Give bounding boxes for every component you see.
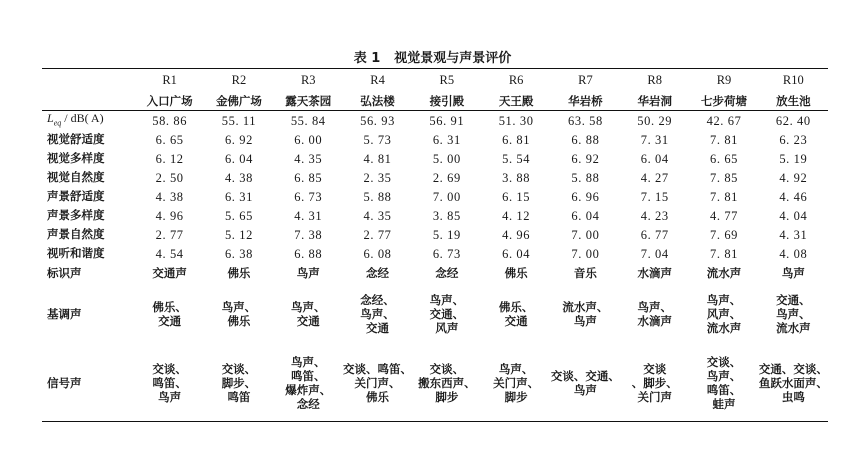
site-id: R3 [274,69,343,92]
metric-value: 6. 88 [294,246,323,261]
metric-value: 5. 73 [363,132,392,147]
signal-value: 交谈、鸣笛、 关门声、 佛乐 [343,345,412,422]
leq-value: 56. 91 [429,113,465,128]
metric-value: 6. 92 [571,151,600,166]
leq-value: 42. 67 [706,113,742,128]
metric-value: 7. 04 [640,246,669,261]
keynote-value: 佛乐、 交通 [152,300,187,329]
signal-value: 交谈、 脚步、 鸣笛 [204,345,273,422]
metric-value: 6. 04 [502,246,531,261]
keynote-value: 鸟声、 交通、 风声 [429,293,465,336]
site-id: R8 [620,69,689,92]
metric-value: 4. 31 [779,227,808,242]
metric-row [42,225,828,244]
metric-value: 7. 31 [640,132,669,147]
metric-value: 2. 77 [363,227,392,242]
metric-value: 4. 92 [779,170,808,185]
metric-value: 7. 81 [710,246,739,261]
soundmark-value: 音乐 [573,266,597,281]
metric-value: 7. 85 [710,170,739,185]
metric-value: 6. 31 [432,132,461,147]
signal-value: 交通、交谈、 鱼跃水面声、 虫鸣 [759,345,828,422]
leq-row [42,111,828,131]
metric-value: 6. 88 [571,132,600,147]
metric-value: 6. 73 [294,189,323,204]
row-label: 声景舒适度 [47,190,105,203]
keynote-value: 鸟声、 水滴声 [637,300,672,329]
metric-value: 5. 19 [779,151,808,166]
row-label: 声景自然度 [47,228,105,241]
keynote-value: 流水声、 鸟声 [562,300,609,329]
metric-value: 7. 00 [432,189,461,204]
soundmark-value: 鸟声 [296,266,320,281]
leq-value: 55. 84 [290,113,326,128]
metric-value: 5. 88 [571,170,600,185]
soundmark-row [42,263,828,283]
row-label: 信号声 [42,345,135,422]
keynote-value: 佛乐、 交通 [498,300,534,329]
metric-value: 6. 96 [571,189,600,204]
site-name: 放生池 [759,91,828,111]
site-name: 七步荷塘 [689,91,758,111]
keynote-value: 鸟声、 交通 [290,300,326,329]
corner-cell [42,69,135,92]
metric-value: 6. 04 [571,208,600,223]
table-caption [0,47,865,66]
row-label: 视觉舒适度 [47,133,105,146]
metric-value: 6. 92 [224,132,253,147]
metric-value: 4. 35 [294,151,323,166]
signal-value: 交谈、 鸣笛、 鸟声 [135,345,204,422]
metric-value: 5. 65 [224,208,253,223]
row-label: 标识声 [47,266,82,281]
site-id-row [42,69,828,92]
metric-value: 4. 23 [640,208,669,223]
metric-value: 4. 12 [502,208,531,223]
row-label: 视听和谐度 [47,247,105,260]
keynote-row [42,283,828,345]
leq-value: 55. 11 [221,113,257,128]
site-id: R4 [343,69,412,92]
metric-value: 4. 81 [363,151,392,166]
metric-value: 6. 08 [363,246,392,261]
metric-value: 6. 31 [224,189,253,204]
metric-value: 7. 00 [571,227,600,242]
metric-value: 4. 04 [779,208,808,223]
metric-value: 6. 04 [224,151,253,166]
soundmark-value: 水滴声 [637,266,672,281]
soundmark-value: 念经 [366,266,390,281]
metric-value: 2. 69 [432,170,461,185]
metric-value: 6. 12 [155,151,184,166]
metric-value: 4. 96 [155,208,184,223]
site-id: R2 [204,69,273,92]
metric-value: 6. 00 [294,132,323,147]
metric-row [42,206,828,225]
metric-value: 7. 38 [294,227,323,242]
metric-row [42,168,828,187]
metric-value: 6. 23 [779,132,808,147]
metric-value: 3. 85 [432,208,461,223]
metric-value: 6. 65 [155,132,184,147]
metric-value: 2. 50 [155,170,184,185]
metric-value: 4. 31 [294,208,323,223]
leq-value: 58. 86 [152,113,188,128]
metric-value: 4. 38 [224,170,253,185]
row-label-leq: $L_{eq} / dB$( A) [47,111,104,128]
site-id: R1 [135,69,204,92]
table-title: 视觉景观与声景评价 [394,51,512,66]
site-name: 华岩洞 [620,91,689,111]
leq-value: 56. 93 [360,113,395,128]
metric-value: 7. 69 [710,227,739,242]
site-name: 华岩桥 [551,91,620,111]
metric-value: 7. 00 [571,246,600,261]
metric-value: 6. 73 [432,246,461,261]
soundmark-value: 佛乐 [504,266,528,281]
metric-value: 2. 77 [155,227,184,242]
metric-value: 4. 54 [155,246,184,261]
soundmark-value: 交通声 [152,266,187,281]
metric-row [42,130,828,149]
metric-value: 6. 81 [502,132,531,147]
signal-value: 交谈、 搬东西声、 脚步 [412,345,481,422]
metric-value: 4. 77 [710,208,739,223]
site-id: R7 [551,69,620,92]
row-label: 视觉自然度 [47,171,105,184]
site-id: R6 [481,69,550,92]
site-name: 接引殿 [412,91,481,111]
keynote-value: 鸟声、 风声、 流水声 [706,293,742,336]
soundmark-value: 佛乐 [227,266,251,281]
metric-row [42,187,828,206]
site-name: 天王殿 [481,91,550,111]
site-name: 入口广场 [135,91,204,111]
site-name: 露天茶园 [274,91,343,111]
leq-value: 63. 58 [568,113,603,128]
metric-value: 6. 85 [294,170,323,185]
site-id: R9 [689,69,758,92]
signal-value: 交谈、交通、 鸟声 [551,345,620,422]
metric-row [42,149,828,168]
leq-value: 62. 40 [775,113,811,128]
site-name: 金佛广场 [204,91,273,111]
metric-value: 7. 15 [640,189,669,204]
metric-value: 6. 04 [640,151,669,166]
site-id: R10 [759,69,828,92]
metric-value: 4. 96 [502,227,531,242]
signal-value: 交谈、 鸟声、 鸣笛、 蛙声 [689,345,758,422]
leq-value: 50. 29 [637,113,673,128]
corner-cell [42,91,135,111]
metric-value: 6. 15 [502,189,531,204]
metric-value: 5. 00 [432,151,461,166]
row-label: 视觉多样度 [47,152,105,165]
metric-value: 7. 81 [710,189,739,204]
metric-value: 4. 46 [779,189,808,204]
metric-value: 6. 38 [224,246,253,261]
signal-row [42,345,828,422]
metric-value: 4. 27 [640,170,669,185]
metric-value: 2. 35 [363,170,392,185]
signal-value: 鸟声、 关门声、 脚步 [481,345,550,422]
metric-value: 4. 38 [155,189,184,204]
leq-value: 51. 30 [498,113,534,128]
keynote-value: 交通、 鸟声、 流水声 [776,293,811,336]
signal-value: 鸟声、 鸣笛、 爆炸声、 念经 [274,345,343,422]
metric-value: 5. 19 [432,227,461,242]
metric-value: 6. 77 [640,227,669,242]
signal-value: 交谈 、脚步、 关门声 [620,345,689,422]
metric-value: 5. 88 [363,189,392,204]
evaluation-table [42,68,828,422]
metric-value: 5. 54 [502,151,531,166]
metric-value: 7. 81 [710,132,739,147]
site-id: R5 [412,69,481,92]
soundmark-value: 流水声 [706,266,742,281]
keynote-value: 念经、 鸟声、 交通 [360,293,395,336]
metric-value: 5. 12 [224,227,253,242]
row-label: 基调声 [47,307,82,322]
site-name-row [42,91,828,111]
metric-value: 6. 65 [710,151,739,166]
metric-value: 4. 08 [779,246,808,261]
keynote-value: 鸟声、 佛乐 [221,300,257,329]
soundmark-value: 鸟声 [781,266,805,281]
metric-value: 4. 35 [363,208,392,223]
row-label: 声景多样度 [47,209,105,222]
soundmark-value: 念经 [435,266,459,281]
site-name: 弘法楼 [343,91,412,111]
table-number: 表 1 [353,51,381,66]
metric-row [42,244,828,263]
metric-value: 3. 88 [502,170,531,185]
